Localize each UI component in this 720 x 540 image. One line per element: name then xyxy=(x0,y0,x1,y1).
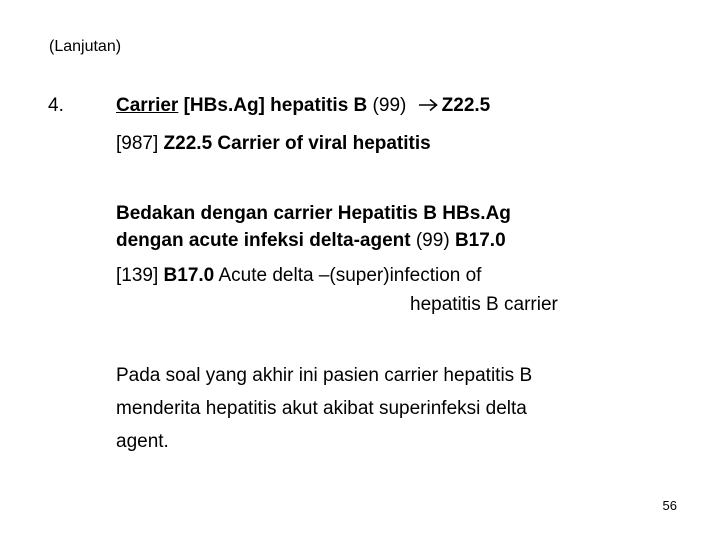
item-line-1 xyxy=(116,95,490,117)
item-number: 4. xyxy=(48,95,64,116)
ref-987: [987] xyxy=(116,133,164,154)
para1-line-1: Bedakan dengan carrier Hepatitis B HBs.Ag xyxy=(116,203,511,224)
para1-line-4: hepatitis B carrier xyxy=(410,294,558,315)
ref-99-second: (99) xyxy=(410,230,455,251)
item-line-2 xyxy=(116,133,431,155)
code-z225-second: Z22.5 xyxy=(163,133,213,154)
para2-line-1: Pada soal yang akhir ini pasien carrier hepatitis B xyxy=(116,365,533,386)
para1-line-3 xyxy=(116,265,481,287)
right-arrow-icon xyxy=(418,98,438,112)
hbsag-text: [HBs.Ag] hepatitis B xyxy=(178,95,368,116)
code-b170-second: B17.0 xyxy=(163,265,215,286)
ref-99: (99) xyxy=(367,95,412,116)
acute-delta-desc: Acute delta –(super)infection of xyxy=(214,265,482,286)
code-z225: Z22.5 xyxy=(441,95,491,116)
page-number: 56 xyxy=(662,498,677,513)
code-b170: B17.0 xyxy=(454,230,506,251)
continued-label: (Lanjutan) xyxy=(49,38,122,55)
carrier-word: Carrier xyxy=(116,95,179,116)
acute-infeksi-text: dengan acute infeksi delta-agent xyxy=(116,230,411,251)
ref-139: [139] xyxy=(116,265,164,286)
carrier-desc: Carrier of viral hepatitis xyxy=(212,133,431,154)
para1-line-2 xyxy=(116,230,506,252)
para2-line-3: agent. xyxy=(116,431,169,452)
para2-line-2: menderita hepatitis akut akibat superinfeksi delta xyxy=(116,398,527,419)
